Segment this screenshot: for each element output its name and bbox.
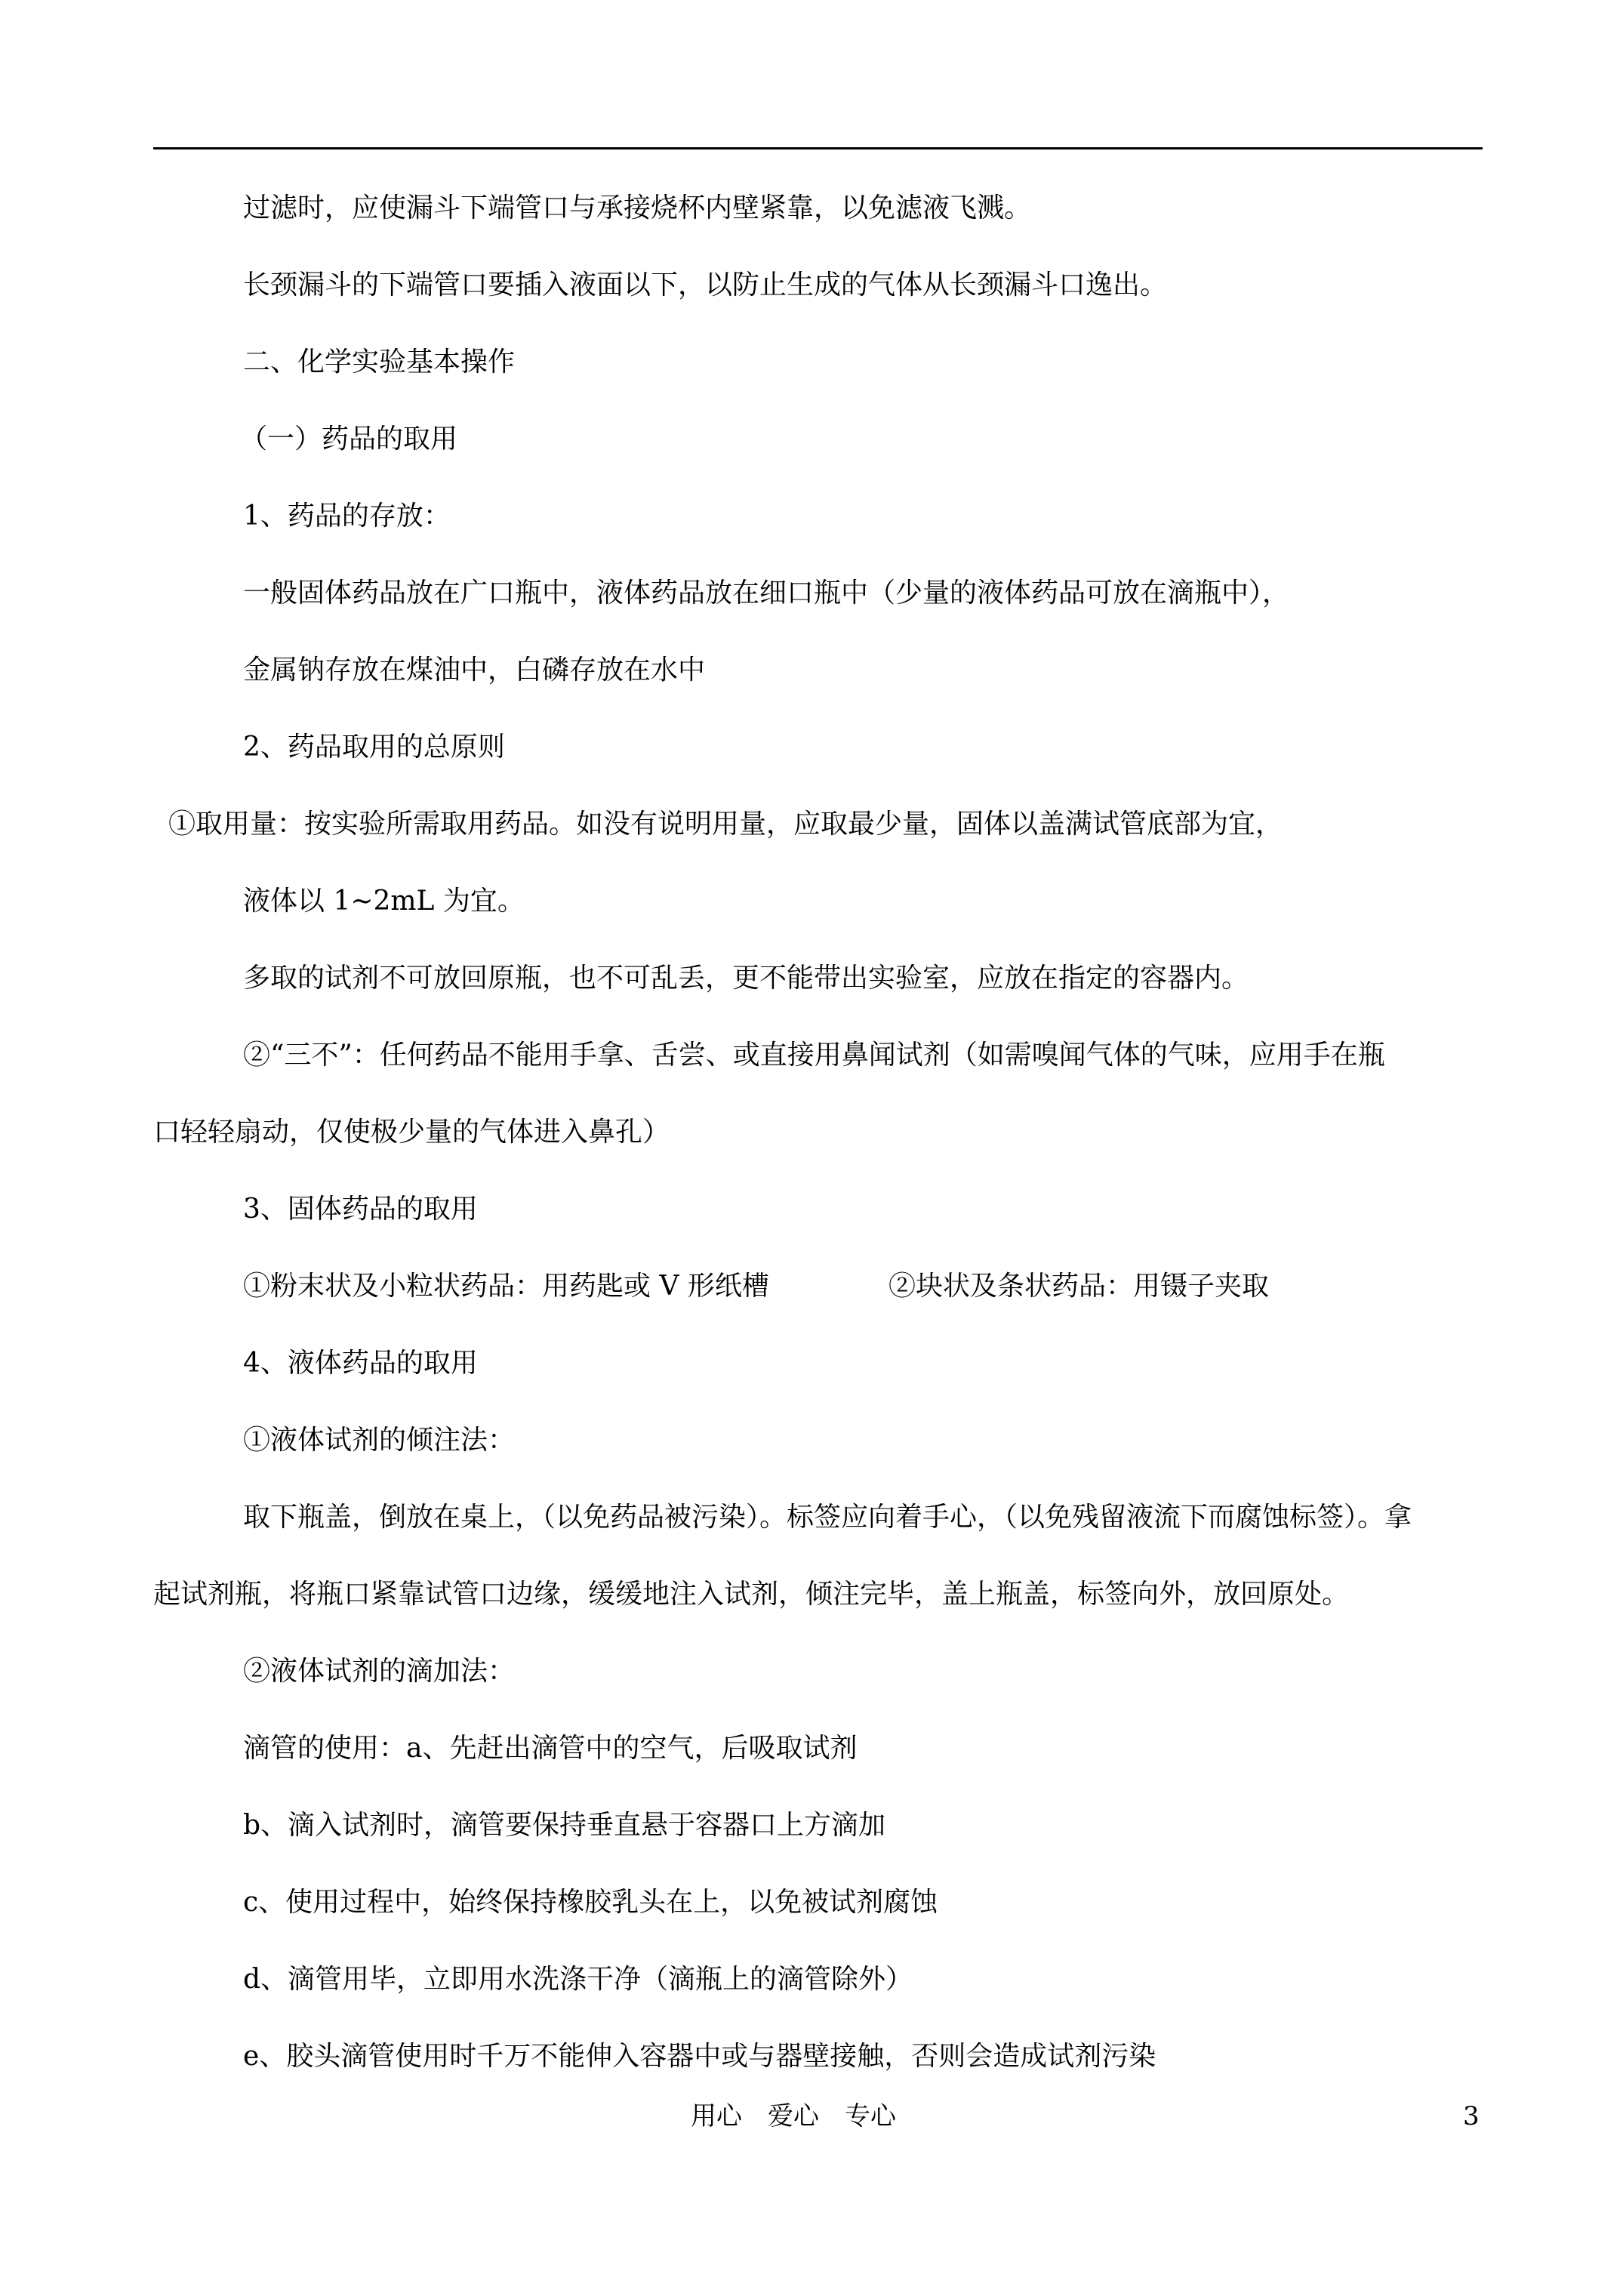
footer-motto: 用心 爱心 专心 [691,2101,896,2131]
text-line: ①取用量：按实验所需取用药品。如没有说明用量，应取最少量，固体以盖满试管底部为宜， [168,809,1283,840]
text-line: b、滴入试剂时，滴管要保持垂直悬于容器口上方滴加 [243,1810,886,1841]
text-line: ①粉末状及小粒状药品：用药匙或 V 形纸槽 [243,1271,769,1302]
header-rule [153,147,1483,149]
text-line: 取下瓶盖，倒放在桌上，（以免药品被污染）。标签应向着手心，（以免残留液流下而腐蚀标签）。拿 [243,1502,1412,1533]
text-line: 滴管的使用：a、先赶出滴管中的空气，后吸取试剂 [243,1733,858,1764]
text-line: c、使用过程中，始终保持橡胶乳头在上，以免被试剂腐蚀 [243,1887,938,1918]
text-line: 4、液体药品的取用 [243,1348,478,1379]
text-line: e、胶头滴管使用时千万不能伸入容器中或与器壁接触，否则会造成试剂污染 [243,2041,1156,2072]
text-line: 液体以 1~2mL 为宜。 [243,886,525,917]
text-line: 一般固体药品放在广口瓶中，液体药品放在细口瓶中（少量的液体药品可放在滴瓶中）， [243,578,1290,609]
text-line: ②“三不”：任何药品不能用手拿、舌尝、或直接用鼻闻试剂（如需嗅闻气体的气味，应用手在瓶 [243,1040,1385,1071]
text-line: 金属钠存放在煤油中，白磷存放在水中 [243,655,706,686]
section-heading: 二、化学实验基本操作 [243,347,516,378]
text-line: ②块状及条状药品：用镊子夹取 [888,1271,1270,1302]
text-line: 3、固体药品的取用 [243,1194,478,1225]
text-line: 口轻轻扇动，仅使极少量的气体进入鼻孔） [153,1117,670,1148]
text-line: 起试剂瓶，将瓶口紧靠试管口边缘，缓缓地注入试剂，倾注完毕，盖上瓶盖，标签向外，放回原处。 [153,1579,1350,1610]
text-line: 过滤时，应使漏斗下端管口与承接烧杯内壁紧靠，以免滤液飞溅。 [243,193,1032,223]
text-line: ②液体试剂的滴加法： [243,1656,516,1687]
text-line: 多取的试剂不可放回原瓶，也不可乱丢，更不能带出实验室，应放在指定的容器内。 [243,963,1249,994]
page-number: 3 [1463,2101,1480,2131]
subsection-heading: （一）药品的取用 [240,424,458,455]
text-line: 1、药品的存放： [243,501,451,532]
text-line: ①液体试剂的倾注法： [243,1425,516,1456]
text-line: 长颈漏斗的下端管口要插入液面以下，以防止生成的气体从长颈漏斗口逸出。 [243,270,1168,300]
text-line: d、滴管用毕，立即用水洗涤干净（滴瓶上的滴管除外） [243,1964,913,1995]
text-line: 2、药品取用的总原则 [243,732,505,763]
